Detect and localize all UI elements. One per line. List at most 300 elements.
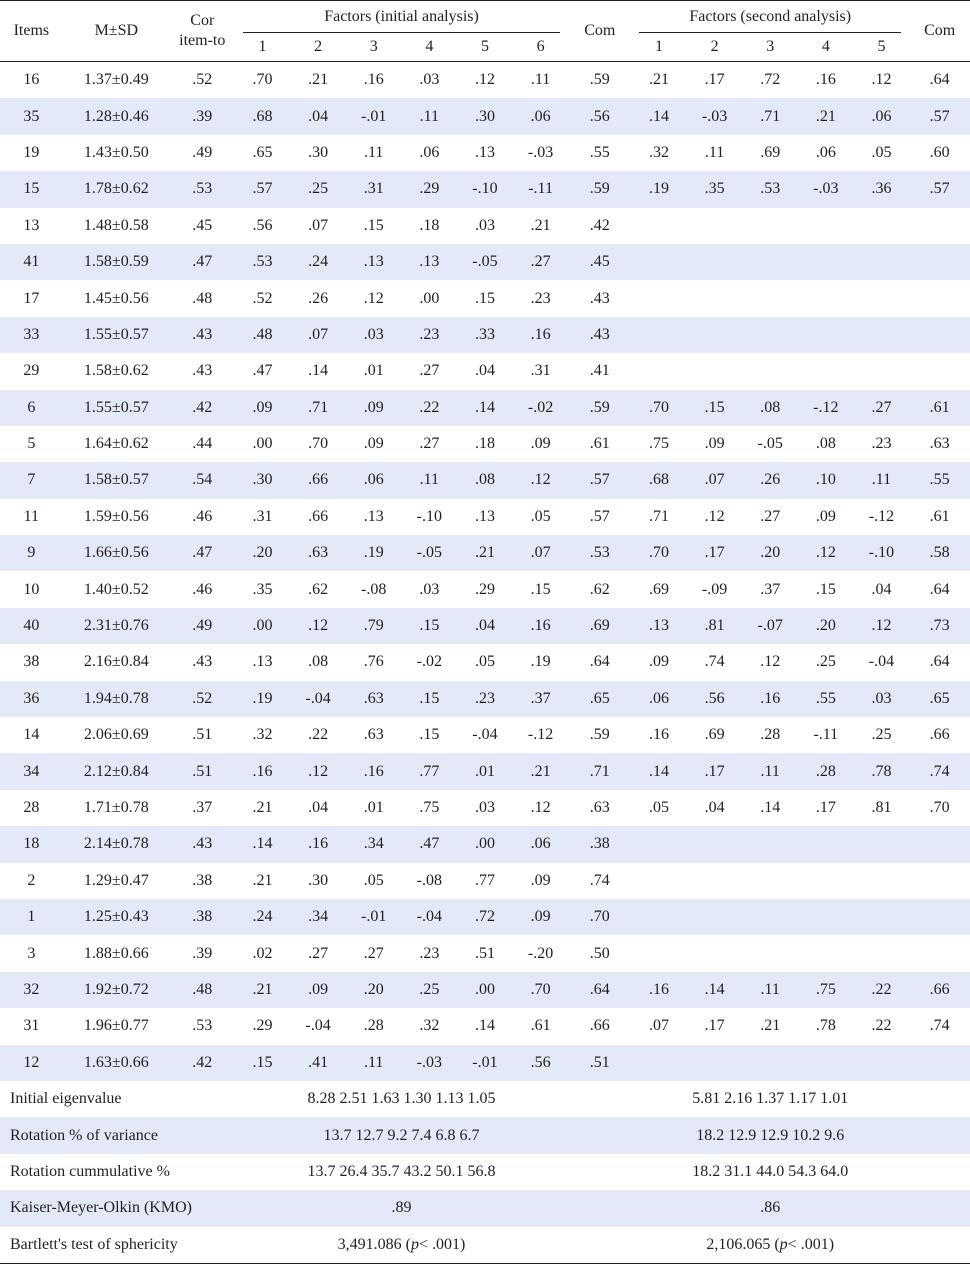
second-loading-cell	[631, 935, 687, 971]
second-loading-cell: .11	[742, 753, 798, 789]
item-cell: 13	[23, 216, 40, 234]
second-loading-cell	[631, 863, 687, 899]
mean-sd-cell: 1.66±0.56	[63, 535, 170, 571]
second-loading-cell	[742, 208, 798, 244]
header-initial-factor-5: 5	[457, 33, 513, 62]
second-loading-cell	[687, 1045, 743, 1081]
cor-item-total-cell: .47	[170, 535, 235, 571]
initial-loading-cell: .04	[474, 362, 495, 380]
footer-label: Initial eigenvalue	[10, 1090, 122, 1108]
mean-sd-cell: 1.55±0.57	[63, 317, 170, 353]
second-loading-cell: .68	[631, 462, 687, 498]
second-loading-cell	[631, 244, 687, 280]
second-loading-cell: .07	[687, 462, 743, 498]
cor-item-total-cell: .37	[192, 799, 213, 816]
second-loading-cell: .22	[854, 972, 910, 1008]
second-loading-cell	[854, 317, 910, 353]
item-cell: 15	[0, 171, 63, 207]
communality-second-cell	[909, 208, 970, 244]
mean-sd-cell: 1.45±0.56	[83, 289, 149, 307]
initial-loading-cell: .13	[252, 653, 273, 671]
initial-loading-cell: .18	[419, 216, 440, 234]
communality-second-cell: .64	[929, 71, 950, 89]
initial-loading-cell: .11	[402, 462, 458, 498]
footer-row-kmo	[0, 1190, 970, 1226]
second-loading-cell: .14	[687, 972, 743, 1008]
mean-sd-cell: 1.59±0.56	[83, 507, 149, 525]
initial-loading-cell: .29	[402, 171, 458, 207]
initial-loading-cell: -.04	[290, 681, 346, 717]
initial-loading-cell: -.01	[346, 98, 402, 134]
initial-loading-cell: .37	[513, 681, 569, 717]
item-cell: 17	[23, 289, 40, 307]
second-loading-cell	[798, 935, 854, 971]
table-row	[0, 935, 970, 971]
initial-loading-cell: .72	[457, 899, 513, 935]
initial-loading-cell: .16	[290, 826, 346, 862]
second-loading-cell: .17	[704, 1017, 725, 1035]
second-loading-cell: .71	[648, 507, 669, 525]
initial-loading-cell: .13	[363, 507, 384, 525]
initial-loading-cell: .09	[235, 390, 291, 426]
cor-item-total-cell: .45	[192, 216, 213, 234]
initial-loading-cell: .09	[530, 871, 551, 889]
initial-loading-cell: .03	[474, 216, 495, 234]
second-loading-cell	[854, 1045, 910, 1081]
communality-initial-cell: .38	[568, 826, 631, 862]
cor-item-total-cell: .43	[170, 317, 235, 353]
communality-initial-cell: .42	[589, 216, 610, 234]
initial-loading-cell: .27	[308, 944, 329, 962]
mean-sd-cell: 1.63±0.66	[63, 1045, 170, 1081]
second-loading-cell: .21	[798, 98, 854, 134]
header-initial-factor-2: 2	[290, 33, 346, 62]
second-loading-cell	[798, 1045, 854, 1081]
initial-loading-cell: .00	[457, 972, 513, 1008]
table-row	[0, 1008, 970, 1044]
mean-sd-cell: 1.55±0.57	[63, 390, 170, 426]
initial-loading-cell: .11	[530, 71, 551, 89]
item-cell: 32	[0, 972, 63, 1008]
cor-item-total-cell: .42	[170, 1045, 235, 1081]
second-loading-cell	[742, 863, 798, 899]
second-loading-cell	[742, 826, 798, 862]
cor-item-total-cell: .48	[192, 289, 213, 307]
second-loading-cell	[687, 935, 743, 971]
initial-loading-cell: .06	[346, 462, 402, 498]
mean-sd-cell: 1.58±0.57	[63, 462, 170, 498]
initial-loading-cell: .28	[363, 1017, 384, 1035]
header-second-factor-3: 3	[742, 33, 798, 62]
second-loading-cell: .09	[648, 653, 669, 671]
bartlett-initial-chi: 3,491.086 (	[337, 1235, 411, 1253]
initial-loading-cell: .27	[419, 362, 440, 380]
initial-loading-cell: .41	[290, 1045, 346, 1081]
footer-label: Kaiser-Meyer-Olkin (KMO)	[0, 1190, 235, 1226]
cor-item-total-cell: .38	[170, 899, 235, 935]
table-row	[0, 790, 970, 826]
cor-item-total-cell: .48	[170, 972, 235, 1008]
second-loading-cell: .09	[815, 507, 836, 525]
mean-sd-cell: 2.12±0.84	[63, 753, 170, 789]
initial-loading-cell: .15	[419, 726, 440, 744]
second-loading-cell: .11	[742, 972, 798, 1008]
bartlett-initial-p: p	[411, 1235, 419, 1253]
item-cell: 1	[0, 899, 63, 935]
header-second-factor-4: 4	[798, 33, 854, 62]
table-row	[0, 499, 970, 535]
table-row	[0, 644, 970, 680]
second-loading-cell	[687, 899, 743, 935]
communality-second-cell: .58	[909, 535, 970, 571]
initial-loading-cell: .63	[363, 726, 384, 744]
initial-loading-cell: .19	[530, 653, 551, 671]
second-loading-cell: .20	[798, 608, 854, 644]
second-loading-cell: -.11	[813, 726, 839, 744]
initial-loading-cell: .29	[252, 1017, 273, 1035]
second-loading-cell: -.12	[798, 390, 854, 426]
header-cor-line2: item-to	[179, 32, 226, 49]
cor-item-total-cell: .46	[192, 507, 213, 525]
item-cell: 9	[0, 535, 63, 571]
mean-sd-cell: 1.29±0.47	[83, 871, 149, 889]
initial-loading-cell: .13	[346, 244, 402, 280]
second-loading-cell: -.03	[687, 98, 743, 134]
communality-second-cell: .60	[929, 143, 950, 161]
communality-second-cell: .70	[929, 799, 950, 816]
initial-loading-cell: .06	[513, 826, 569, 862]
item-cell: 19	[23, 143, 40, 161]
initial-loading-cell: .15	[363, 216, 384, 234]
second-loading-cell: .12	[704, 507, 725, 525]
initial-loading-cell: .56	[252, 216, 273, 234]
initial-loading-cell: .13	[402, 244, 458, 280]
initial-loading-cell: .09	[513, 899, 569, 935]
initial-loading-cell: .11	[363, 143, 384, 161]
header-com-second: Com	[909, 1, 970, 62]
cor-item-total-cell: .47	[170, 244, 235, 280]
footer-initial-values: .89	[235, 1190, 569, 1226]
second-loading-cell: .21	[648, 71, 669, 89]
second-loading-cell: .22	[871, 1017, 892, 1035]
communality-initial-cell: .59	[568, 390, 631, 426]
second-loading-cell	[631, 899, 687, 935]
initial-loading-cell: .16	[346, 753, 402, 789]
initial-loading-cell: .09	[363, 435, 384, 453]
initial-loading-cell: -.10	[457, 171, 513, 207]
initial-loading-cell: .14	[308, 362, 329, 380]
mean-sd-cell: 1.92±0.72	[63, 972, 170, 1008]
footer-label: Rotation cummulative %	[10, 1162, 170, 1180]
second-loading-cell	[798, 863, 854, 899]
second-loading-cell: .16	[815, 71, 836, 89]
second-loading-cell: .21	[760, 1017, 781, 1035]
second-loading-cell	[854, 208, 910, 244]
header-com-initial: Com	[568, 1, 631, 62]
communality-initial-cell: .41	[589, 362, 610, 380]
mean-sd-cell: 1.71±0.78	[83, 799, 149, 816]
communality-initial-cell: .59	[589, 726, 610, 744]
second-loading-cell: .08	[742, 390, 798, 426]
initial-loading-cell: .30	[308, 143, 329, 161]
initial-loading-cell: .03	[474, 799, 495, 816]
initial-loading-cell: .23	[402, 317, 458, 353]
second-loading-cell: -.05	[757, 435, 783, 453]
initial-loading-cell: .03	[419, 71, 440, 89]
communality-second-cell	[909, 353, 970, 389]
initial-loading-cell: .61	[530, 1017, 551, 1035]
footer-row-cumulative	[0, 1154, 970, 1190]
initial-loading-cell: .11	[402, 98, 458, 134]
second-loading-cell	[631, 280, 687, 316]
header-second-factor-1: 1	[631, 33, 687, 62]
mean-sd-cell: 1.37±0.49	[83, 71, 149, 89]
second-loading-cell: .06	[854, 98, 910, 134]
cor-item-total-cell: .44	[192, 435, 213, 453]
initial-loading-cell: .76	[363, 653, 384, 671]
second-loading-cell: -.03	[798, 171, 854, 207]
second-loading-cell: .53	[742, 171, 798, 207]
initial-loading-cell: .13	[474, 507, 495, 525]
communality-second-cell: .57	[909, 171, 970, 207]
second-loading-cell: .10	[798, 462, 854, 498]
communality-second-cell: .61	[929, 507, 950, 525]
mean-sd-cell: 2.16±0.84	[83, 653, 149, 671]
second-loading-cell: .12	[798, 535, 854, 571]
initial-loading-cell: .24	[290, 244, 346, 280]
second-loading-cell: -.12	[868, 507, 895, 525]
header-initial-factor-4: 4	[402, 33, 458, 62]
second-loading-cell: .11	[704, 143, 725, 161]
communality-initial-cell: .53	[568, 535, 631, 571]
communality-initial-cell: .45	[568, 244, 631, 280]
cor-item-total-cell: .39	[170, 98, 235, 134]
table-row	[0, 899, 970, 935]
table-row	[0, 681, 970, 717]
item-cell: 36	[0, 681, 63, 717]
second-loading-cell	[742, 280, 798, 316]
second-loading-cell: .36	[854, 171, 910, 207]
communality-second-cell: .63	[929, 435, 950, 453]
second-loading-cell: .09	[704, 435, 725, 453]
item-cell: 33	[0, 317, 63, 353]
second-loading-cell: .56	[687, 681, 743, 717]
communality-second-cell: .64	[929, 580, 950, 598]
second-loading-cell: .17	[704, 71, 725, 89]
communality-second-cell: .64	[929, 653, 950, 671]
initial-loading-cell: .16	[363, 71, 384, 89]
cor-item-total-cell: .53	[192, 1017, 213, 1035]
mean-sd-cell: 1.94±0.78	[63, 681, 170, 717]
item-cell: 12	[0, 1045, 63, 1081]
mean-sd-cell: 1.78±0.62	[63, 171, 170, 207]
mean-sd-cell: 2.06±0.69	[83, 726, 149, 744]
cor-item-total-cell: .51	[170, 753, 235, 789]
initial-loading-cell: .68	[235, 98, 291, 134]
initial-loading-cell: .30	[235, 462, 291, 498]
communality-initial-cell: .66	[589, 1017, 610, 1035]
communality-second-cell: .73	[909, 608, 970, 644]
second-loading-cell	[687, 280, 743, 316]
initial-loading-cell: .02	[252, 944, 273, 962]
mean-sd-cell: 1.58±0.62	[83, 362, 149, 380]
second-loading-cell	[798, 826, 854, 862]
initial-loading-cell: .77	[474, 871, 495, 889]
second-loading-cell: .14	[760, 799, 781, 816]
second-loading-cell	[854, 899, 910, 935]
initial-loading-cell: .27	[513, 244, 569, 280]
footer-second-values	[631, 1227, 909, 1264]
table-row	[0, 826, 970, 862]
cor-item-total-cell: .39	[192, 944, 213, 962]
second-loading-cell	[687, 208, 743, 244]
bartlett-second-chi: 2,106.065 (	[706, 1235, 780, 1253]
initial-loading-cell: .16	[513, 608, 569, 644]
initial-loading-cell: .16	[513, 317, 569, 353]
initial-loading-cell: .34	[290, 899, 346, 935]
initial-loading-cell: .21	[513, 753, 569, 789]
second-loading-cell: .70	[631, 390, 687, 426]
second-loading-cell: .81	[687, 608, 743, 644]
initial-loading-cell: .20	[235, 535, 291, 571]
initial-loading-cell: .31	[530, 362, 551, 380]
initial-loading-cell: -.03	[402, 1045, 458, 1081]
initial-loading-cell: .63	[290, 535, 346, 571]
second-loading-cell: .16	[742, 681, 798, 717]
header-mean-sd: M±SD	[63, 1, 170, 62]
item-cell: 6	[0, 390, 63, 426]
communality-initial-cell: .70	[568, 899, 631, 935]
second-loading-cell: .78	[854, 753, 910, 789]
table-row	[0, 535, 970, 571]
second-loading-cell: .14	[631, 98, 687, 134]
mean-sd-cell: 1.40±0.52	[83, 580, 149, 598]
mean-sd-cell: 1.96±0.77	[83, 1017, 149, 1035]
footer-initial-values: 13.7 26.4 35.7 43.2 50.1 56.8	[307, 1162, 496, 1180]
second-loading-cell: -.09	[701, 580, 728, 598]
communality-second-cell: .55	[909, 462, 970, 498]
initial-loading-cell: .25	[402, 972, 458, 1008]
communality-second-cell: .74	[909, 753, 970, 789]
footer-row-eigenvalue	[0, 1081, 970, 1117]
initial-loading-cell: .77	[402, 753, 458, 789]
second-loading-cell: .78	[815, 1017, 836, 1035]
mean-sd-cell: 1.88±0.66	[83, 944, 149, 962]
initial-loading-cell: .05	[363, 871, 384, 889]
initial-loading-cell: .56	[513, 1045, 569, 1081]
initial-loading-cell: .47	[252, 362, 273, 380]
second-loading-cell	[631, 317, 687, 353]
table-row	[0, 863, 970, 899]
second-loading-cell: .25	[871, 726, 892, 744]
initial-loading-cell: .27	[363, 944, 384, 962]
second-loading-cell	[798, 208, 854, 244]
header-cor-item-to	[170, 1, 235, 62]
initial-loading-cell: .08	[457, 462, 513, 498]
communality-initial-cell: .61	[589, 435, 610, 453]
initial-loading-cell: .14	[474, 1017, 495, 1035]
second-loading-cell: .71	[742, 98, 798, 134]
communality-initial-cell: .57	[589, 507, 610, 525]
initial-loading-cell: -.08	[416, 871, 442, 889]
mean-sd-cell: 1.48±0.58	[83, 216, 149, 234]
initial-loading-cell: .19	[346, 535, 402, 571]
item-cell: 7	[0, 462, 63, 498]
communality-second-cell: .61	[909, 390, 970, 426]
initial-loading-cell: .20	[346, 972, 402, 1008]
footer-second-values: 18.2 31.1 44.0 54.3 64.0	[692, 1162, 849, 1180]
second-loading-cell: .81	[871, 799, 892, 816]
initial-loading-cell: .15	[402, 608, 458, 644]
communality-second-cell	[909, 317, 970, 353]
communality-second-cell	[909, 826, 970, 862]
initial-loading-cell: .07	[308, 216, 329, 234]
initial-loading-cell: .34	[346, 826, 402, 862]
initial-loading-cell: .15	[530, 580, 551, 598]
initial-loading-cell: .30	[308, 871, 329, 889]
initial-loading-cell: .21	[308, 71, 329, 89]
table-row	[0, 972, 970, 1008]
initial-loading-cell: .03	[346, 317, 402, 353]
second-loading-cell	[687, 863, 743, 899]
initial-loading-cell: -.01	[457, 1045, 513, 1081]
table-row	[0, 208, 970, 244]
footer-label: Bartlett's test of sphericity	[0, 1227, 235, 1264]
cor-item-total-cell: .54	[170, 462, 235, 498]
cor-item-total-cell: .43	[192, 653, 213, 671]
initial-loading-cell: -.10	[416, 507, 442, 525]
second-loading-cell: .15	[687, 390, 743, 426]
initial-loading-cell: .52	[252, 289, 273, 307]
initial-loading-cell: .23	[419, 944, 440, 962]
footer-label: Rotation % of variance	[0, 1117, 235, 1153]
cor-item-total-cell: .49	[170, 608, 235, 644]
initial-loading-cell: .12	[290, 753, 346, 789]
second-loading-cell: .12	[854, 608, 910, 644]
second-loading-cell: .12	[871, 71, 892, 89]
item-cell: 5	[27, 435, 36, 453]
communality-initial-cell: .64	[568, 972, 631, 1008]
initial-loading-cell: .79	[346, 608, 402, 644]
second-loading-cell	[798, 353, 854, 389]
bartlett-second-p: p	[779, 1235, 788, 1253]
second-loading-cell	[854, 863, 910, 899]
second-loading-cell: .69	[704, 726, 725, 744]
initial-loading-cell: .21	[530, 216, 551, 234]
cor-item-total-cell: .43	[192, 362, 213, 380]
second-loading-cell: -.10	[854, 535, 910, 571]
header-initial-factor-1: 1	[235, 33, 291, 62]
item-cell: 10	[23, 580, 40, 598]
initial-loading-cell: .32	[419, 1017, 440, 1035]
initial-loading-cell: .19	[235, 681, 291, 717]
second-loading-cell: .28	[798, 753, 854, 789]
initial-loading-cell: -.20	[527, 944, 554, 962]
second-loading-cell: .07	[648, 1017, 669, 1035]
second-loading-cell: .75	[648, 435, 669, 453]
initial-loading-cell: .21	[235, 972, 291, 1008]
mean-sd-cell: 2.31±0.76	[63, 608, 170, 644]
second-loading-cell: .69	[648, 580, 669, 598]
second-loading-cell: .55	[798, 681, 854, 717]
table-row	[0, 280, 970, 316]
communality-initial-cell: .43	[589, 289, 610, 307]
initial-loading-cell: .15	[474, 289, 495, 307]
initial-loading-cell: .13	[474, 143, 495, 161]
initial-loading-cell: .70	[252, 71, 273, 89]
initial-loading-cell: .29	[474, 580, 495, 598]
initial-loading-cell: .00	[457, 826, 513, 862]
